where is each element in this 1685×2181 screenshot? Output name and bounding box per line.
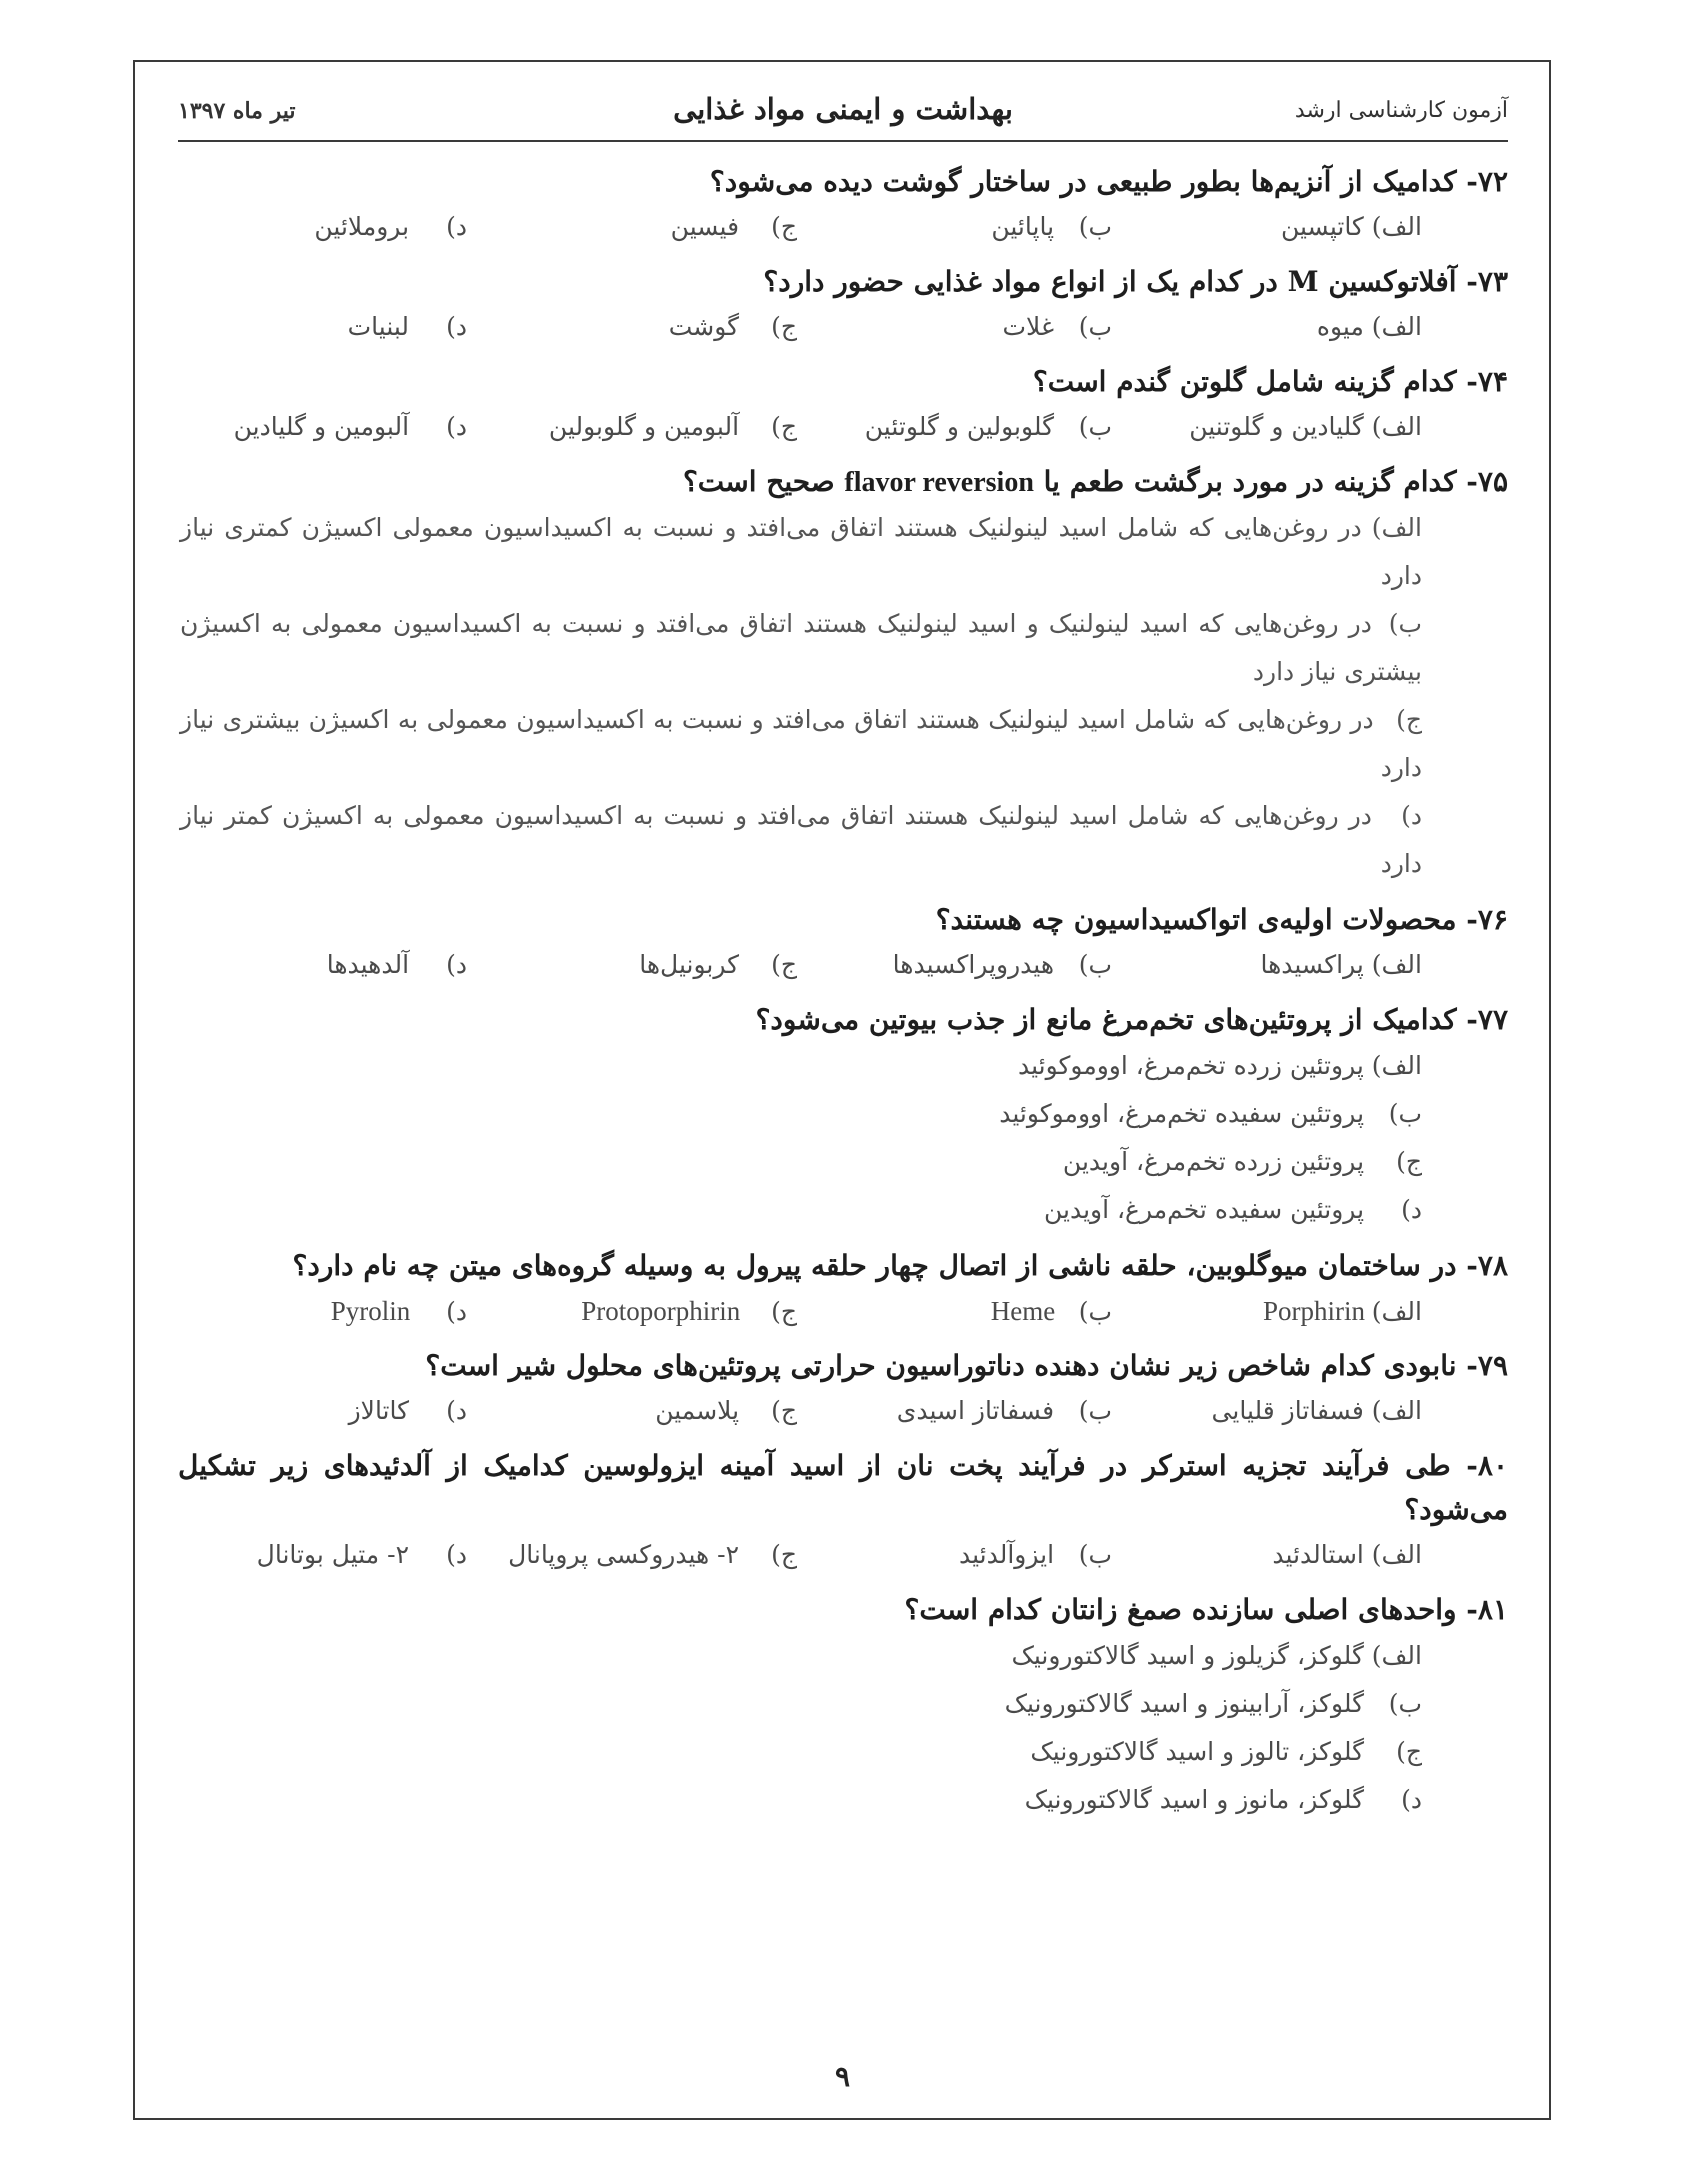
page-number: ۹ [834, 2060, 851, 2093]
question-title: ۷۹- نابودی کدام شاخص زیر نشان دهنده دناتوراسیون حرارتی پروتئین‌های محلول شیر است؟ [425, 1349, 1508, 1382]
option-c[interactable]: ج) گوشت [668, 312, 797, 341]
option-b[interactable]: ب) پاپائین [991, 212, 1112, 241]
option-a[interactable]: الف) استالدئید [1272, 1540, 1422, 1569]
question-75 [178, 460, 1508, 888]
option-a[interactable]: الف) پروتئین زرده تخم‌مرغ، اووموکوئید [1017, 1051, 1422, 1080]
option-a[interactable]: الف) فسفاتاز قلیایی [1211, 1396, 1422, 1425]
exam-name: آزمون کارشناسی ارشد [1294, 98, 1508, 123]
options-row [178, 1388, 1508, 1434]
page-header [178, 92, 1508, 142]
question-title: ۷۵- کدام گزینه در مورد برگشت طعم یا flavor reversion صحیح است؟ [682, 465, 1508, 498]
option-d[interactable]: د) گلوکز، مانوز و اسید گالاکتورونیک [1024, 1785, 1422, 1814]
option-d[interactable]: د) آلبومین و گلیادین [233, 412, 467, 441]
option-c[interactable]: ج) ۲- هیدروکسی پروپانال [508, 1540, 797, 1569]
option-c[interactable]: ج) پروتئین زرده تخم‌مرغ، آویدین [1062, 1147, 1422, 1176]
option-d[interactable]: د) پروتئین سفیده تخم‌مرغ، آویدین [1043, 1195, 1422, 1224]
question-title: ۷۴- کدام گزینه شامل گلوتن گندم است؟ [1032, 365, 1508, 398]
question-76 [178, 898, 1508, 988]
option-a[interactable]: الف) در روغن‌هایی که شامل اسید لینولنیک هستند اتفاق می‌افتد و نسبت به اکسیداسیون معمولی اکسیژن کمتری نیاز دارد [180, 513, 1422, 590]
option-d[interactable]: د) کاتالاز [348, 1396, 467, 1425]
option-b[interactable]: ب) گلوبولین و گلوتئین [864, 412, 1112, 441]
option-b[interactable]: ب) گلوکز، آرابینوز و اسید گالاکتورونیک [1004, 1689, 1422, 1718]
question-title: ۸۱- واحدهای اصلی سازنده صمغ زانتان کدام است؟ [904, 1593, 1508, 1626]
question-title: ۷۶- محصولات اولیه‌ی اتواکسیداسیون چه هستند؟ [935, 903, 1508, 936]
options-row [178, 1532, 1508, 1578]
option-a[interactable]: الف) پراکسیدها [1260, 950, 1422, 979]
option-a[interactable]: الف) Porphirin [1263, 1296, 1422, 1326]
question-74 [178, 360, 1508, 450]
option-a[interactable]: الف) میوه [1316, 312, 1422, 341]
option-a[interactable]: الف) کاتپسین [1280, 212, 1422, 241]
options-row [178, 942, 1508, 988]
option-d[interactable]: د) بروملائین [314, 212, 467, 241]
option-c[interactable]: ج) گلوکز، تالوز و اسید گالاکتورونیک [1030, 1737, 1422, 1766]
option-a[interactable]: الف) گلوکز، گزیلوز و اسید گالاکتورونیک [1011, 1641, 1422, 1670]
question-78 [178, 1244, 1508, 1334]
flavor-reversion-term: flavor reversion [844, 467, 1034, 498]
option-d[interactable]: د) در روغن‌هایی که شامل اسید لینولنیک هستند اتفاق می‌افتد و نسبت به اکسیداسیون معمولی به اکسیژن کمتر نیاز دارد [180, 801, 1422, 878]
option-b[interactable]: ب) پروتئین سفیده تخم‌مرغ، اووموکوئید [999, 1099, 1422, 1128]
option-c[interactable]: ج) آلبومین و گلوبولین [548, 412, 797, 441]
option-b[interactable]: ب) غلات [1002, 312, 1112, 341]
options-row [178, 404, 1508, 450]
options-row [178, 304, 1508, 350]
questions-list [178, 160, 1508, 1824]
option-a[interactable]: الف) گلیادین و گلوتنین [1189, 412, 1422, 441]
options-row [178, 1288, 1508, 1334]
option-c[interactable]: ج) Protoporphirin [581, 1296, 797, 1326]
option-d[interactable]: د) لبنیات [347, 312, 467, 341]
question-77 [178, 998, 1508, 1234]
option-d[interactable]: د) ۲- متیل بوتانال [256, 1540, 467, 1569]
option-c[interactable]: ج) پلاسمین [655, 1396, 797, 1425]
option-c[interactable]: ج) کربونیل‌ها [639, 950, 797, 979]
question-title: ۸۰- طی فرآیند تجزیه استرکر در فرآیند پخت نان از اسید آمینه ایزولوسین کدامیک از آلدئیدهای زیر تشکیل می‌شود؟ [178, 1449, 1508, 1526]
question-title: ۷۸- در ساختمان میوگلوبین، حلقه ناشی از اتصال چهار حلقه پیرول به وسیله گروه‌های میتن چه نام دارد؟ [292, 1249, 1508, 1282]
question-title: ۷۷- کدامیک از پروتئین‌های تخم‌مرغ مانع از جذب بیوتین می‌شود؟ [755, 1003, 1508, 1036]
option-c[interactable]: ج) فیسین [670, 212, 797, 241]
options-row [178, 204, 1508, 250]
question-80 [178, 1444, 1508, 1578]
option-d[interactable]: د) آلدهیدها [326, 950, 467, 979]
question-73 [178, 260, 1508, 350]
question-79 [178, 1344, 1508, 1434]
option-b[interactable]: ب) هیدروپراکسیدها [892, 950, 1112, 979]
question-72 [178, 160, 1508, 250]
subject-title: بهداشت و ایمنی مواد غذایی [673, 92, 1013, 126]
option-b[interactable]: ب) Heme [990, 1296, 1112, 1326]
option-b[interactable]: ب) ایزوآلدئید [958, 1540, 1112, 1569]
option-b[interactable]: ب) فسفاتاز اسیدی [896, 1396, 1112, 1425]
option-c[interactable]: ج) در روغن‌هایی که شامل اسید لینولنیک هستند اتفاق می‌افتد و نسبت به اکسیداسیون معمولی به اکسیژن بیشتری نیاز دارد [180, 705, 1422, 782]
question-title: ۷۳- آفلاتوکسین M در کدام یک از انواع مواد غذایی حضور دارد؟ [763, 265, 1508, 298]
option-d[interactable]: د) Pyrolin [330, 1296, 467, 1326]
question-81 [178, 1588, 1508, 1824]
option-b[interactable]: ب) در روغن‌هایی که اسید لینولنیک و اسید لینولنیک هستند اتفاق می‌افتد و نسبت به اکسیداسیون معمولی به اکسیژن بیشتری نیاز دارد [180, 609, 1422, 686]
exam-date: تیر ماه ۱۳۹۷ [178, 98, 296, 124]
question-title: ۷۲- کدامیک از آنزیم‌ها بطور طبیعی در ساختار گوشت دیده می‌شود؟ [709, 165, 1508, 198]
